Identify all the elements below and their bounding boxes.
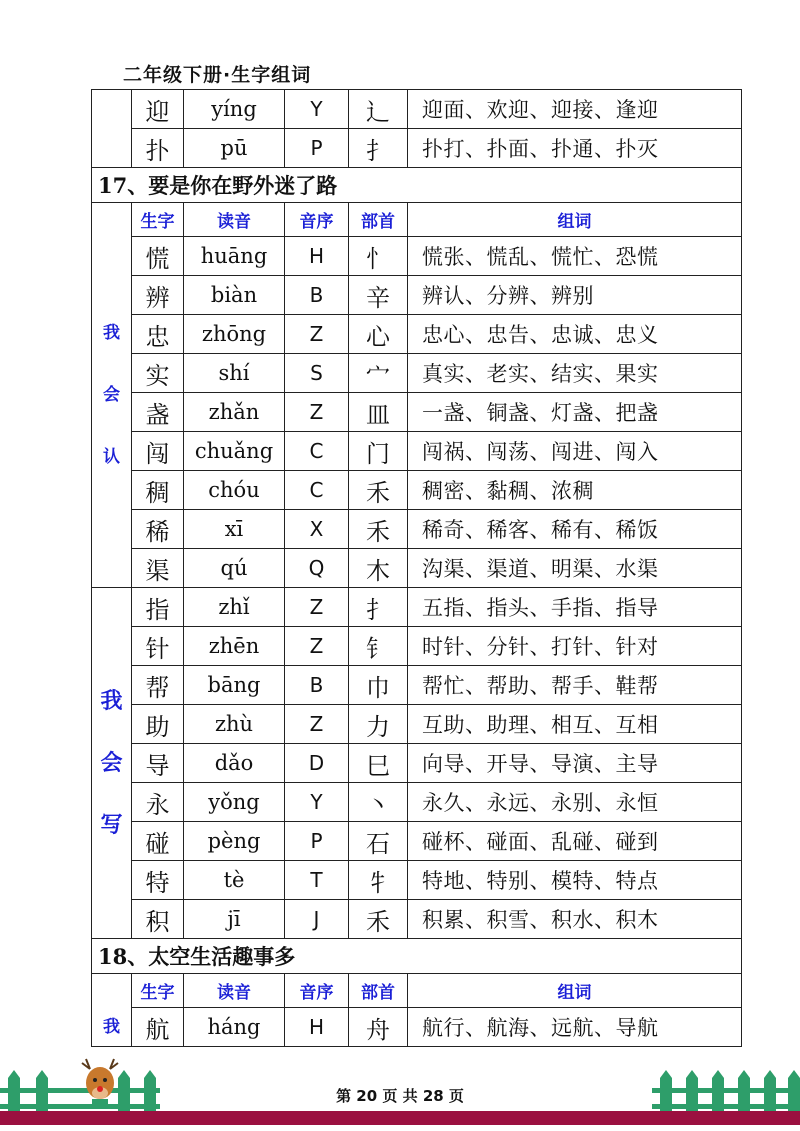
words-cell: 时针、分针、打针、针对 [408,627,742,666]
pinyin-cell: pèng [184,822,285,861]
order-cell: Z [285,393,349,432]
order-cell: P [285,822,349,861]
pinyin-cell: bāng [184,666,285,705]
order-cell: Z [285,627,349,666]
order-cell: T [285,861,349,900]
lesson-title-row [92,939,742,974]
radical-cell: 辛 [349,276,408,315]
order-cell: S [285,354,349,393]
table-row [92,744,742,783]
words-cell: 稠密、黏稠、浓稠 [408,471,742,510]
words-cell: 五指、指头、手指、指导 [408,588,742,627]
table-row [92,900,742,939]
table-row [92,354,742,393]
radical-cell: 扌 [349,129,408,168]
char-cell: 积 [132,900,184,939]
header-words: 组词 [408,974,742,1008]
pinyin-cell: zhǎn [184,393,285,432]
pinyin-cell: jī [184,900,285,939]
table-row [92,471,742,510]
lesson-18-label: 我 [92,974,132,1047]
table-row [92,861,742,900]
order-cell: B [285,666,349,705]
pinyin-cell: háng [184,1008,285,1047]
table-row [92,510,742,549]
radical-cell: 辶 [349,90,408,129]
radical-cell: 心 [349,315,408,354]
radical-cell: 禾 [349,510,408,549]
pinyin-cell: shí [184,354,285,393]
table-row [92,549,742,588]
header-pinyin: 读音 [184,203,285,237]
table-row [92,276,742,315]
table-row [92,822,742,861]
char-cell: 忠 [132,315,184,354]
pinyin-cell: xī [184,510,285,549]
radical-cell: 门 [349,432,408,471]
pinyin-cell: yǒng [184,783,285,822]
radical-cell: 忄 [349,237,408,276]
order-cell: Q [285,549,349,588]
char-cell: 针 [132,627,184,666]
radical-cell: 禾 [349,471,408,510]
footer-bar [0,1111,800,1125]
pinyin-cell: chóu [184,471,285,510]
pinyin-cell: tè [184,861,285,900]
order-cell: Z [285,315,349,354]
header-pinyin: 读音 [184,974,285,1008]
header-order: 音序 [285,203,349,237]
table-row [92,129,742,168]
pinyin-cell: yíng [184,90,285,129]
table-row [92,237,742,276]
pinyin-cell: zhǐ [184,588,285,627]
words-cell: 积累、积雪、积水、积木 [408,900,742,939]
lesson-17-title: 17、要是你在野外迷了路 [92,168,742,203]
words-cell: 沟渠、渠道、明渠、水渠 [408,549,742,588]
page-header-title: 二年级下册·生字组词 [123,64,312,86]
table-row [92,315,742,354]
pinyin-cell: biàn [184,276,285,315]
words-cell: 向导、开导、导演、主导 [408,744,742,783]
lesson-title-row [92,168,742,203]
pinyin-cell: dǎo [184,744,285,783]
radical-cell: 巳 [349,744,408,783]
radical-cell: 木 [349,549,408,588]
table-row [92,393,742,432]
words-cell: 辨认、分辨、辨别 [408,276,742,315]
words-cell: 帮忙、帮助、帮手、鞋帮 [408,666,742,705]
pinyin-cell: zhù [184,705,285,744]
char-cell: 闯 [132,432,184,471]
table-row [92,588,742,627]
radical-cell: 宀 [349,354,408,393]
pinyin-cell: qú [184,549,285,588]
pinyin-cell: huāng [184,237,285,276]
pinyin-cell: pū [184,129,285,168]
order-cell: B [285,276,349,315]
order-cell: H [285,1008,349,1047]
words-cell: 慌张、慌乱、慌忙、恐慌 [408,237,742,276]
words-cell: 永久、永远、永别、永恒 [408,783,742,822]
words-cell: 碰杯、碰面、乱碰、碰到 [408,822,742,861]
table-row [92,783,742,822]
char-cell: 永 [132,783,184,822]
header-radical: 部首 [349,203,408,237]
table-row [92,90,742,129]
write-label: 我 会 写 [92,588,132,939]
char-cell: 实 [132,354,184,393]
table-row [92,705,742,744]
radical-cell: 禾 [349,900,408,939]
words-cell: 互助、助理、相互、互相 [408,705,742,744]
words-cell: 忠心、忠告、忠诚、忠义 [408,315,742,354]
header-words: 组词 [408,203,742,237]
char-cell: 助 [132,705,184,744]
radical-cell: 石 [349,822,408,861]
char-cell: 扑 [132,129,184,168]
page-number: 第 20 页 共 28 页 [336,1087,464,1105]
order-cell: D [285,744,349,783]
pinyin-cell: zhēn [184,627,285,666]
radical-cell: 巾 [349,666,408,705]
words-cell: 一盏、铜盏、灯盏、把盏 [408,393,742,432]
char-cell: 迎 [132,90,184,129]
lesson-18-title: 18、太空生活趣事多 [92,939,742,974]
table-row [92,627,742,666]
table-row [92,1008,742,1047]
order-cell: C [285,471,349,510]
pinyin-cell: chuǎng [184,432,285,471]
header-radical: 部首 [349,974,408,1008]
radical-cell: 力 [349,705,408,744]
order-cell: C [285,432,349,471]
char-cell: 辨 [132,276,184,315]
char-cell: 特 [132,861,184,900]
char-cell: 帮 [132,666,184,705]
order-cell: H [285,237,349,276]
header-char: 生字 [132,974,184,1008]
order-cell: Y [285,90,349,129]
char-cell: 航 [132,1008,184,1047]
radical-cell: 皿 [349,393,408,432]
pinyin-cell: zhōng [184,315,285,354]
char-cell: 稀 [132,510,184,549]
char-cell: 渠 [132,549,184,588]
order-cell: Z [285,705,349,744]
words-cell: 稀奇、稀客、稀有、稀饭 [408,510,742,549]
header-order: 音序 [285,974,349,1008]
order-cell: P [285,129,349,168]
vocabulary-table [91,89,742,1047]
char-cell: 慌 [132,237,184,276]
radical-cell: 牜 [349,861,408,900]
char-cell: 盏 [132,393,184,432]
order-cell: X [285,510,349,549]
words-cell: 真实、老实、结实、果实 [408,354,742,393]
radical-cell: 钅 [349,627,408,666]
table-row [92,666,742,705]
words-cell: 扑打、扑面、扑通、扑灭 [408,129,742,168]
radical-cell: 扌 [349,588,408,627]
recognize-label: 我 会 认 [92,203,132,588]
words-cell: 航行、航海、远航、导航 [408,1008,742,1047]
column-header-row [92,974,742,1008]
header-char: 生字 [132,203,184,237]
column-header-row [92,203,742,237]
words-cell: 闯祸、闯荡、闯进、闯入 [408,432,742,471]
words-cell: 迎面、欢迎、迎接、逢迎 [408,90,742,129]
table-row [92,432,742,471]
side-cell-empty [92,90,132,168]
char-cell: 稠 [132,471,184,510]
char-cell: 指 [132,588,184,627]
radical-cell: 丶 [349,783,408,822]
order-cell: Z [285,588,349,627]
order-cell: J [285,900,349,939]
radical-cell: 舟 [349,1008,408,1047]
words-cell: 特地、特别、模特、特点 [408,861,742,900]
char-cell: 碰 [132,822,184,861]
order-cell: Y [285,783,349,822]
char-cell: 导 [132,744,184,783]
